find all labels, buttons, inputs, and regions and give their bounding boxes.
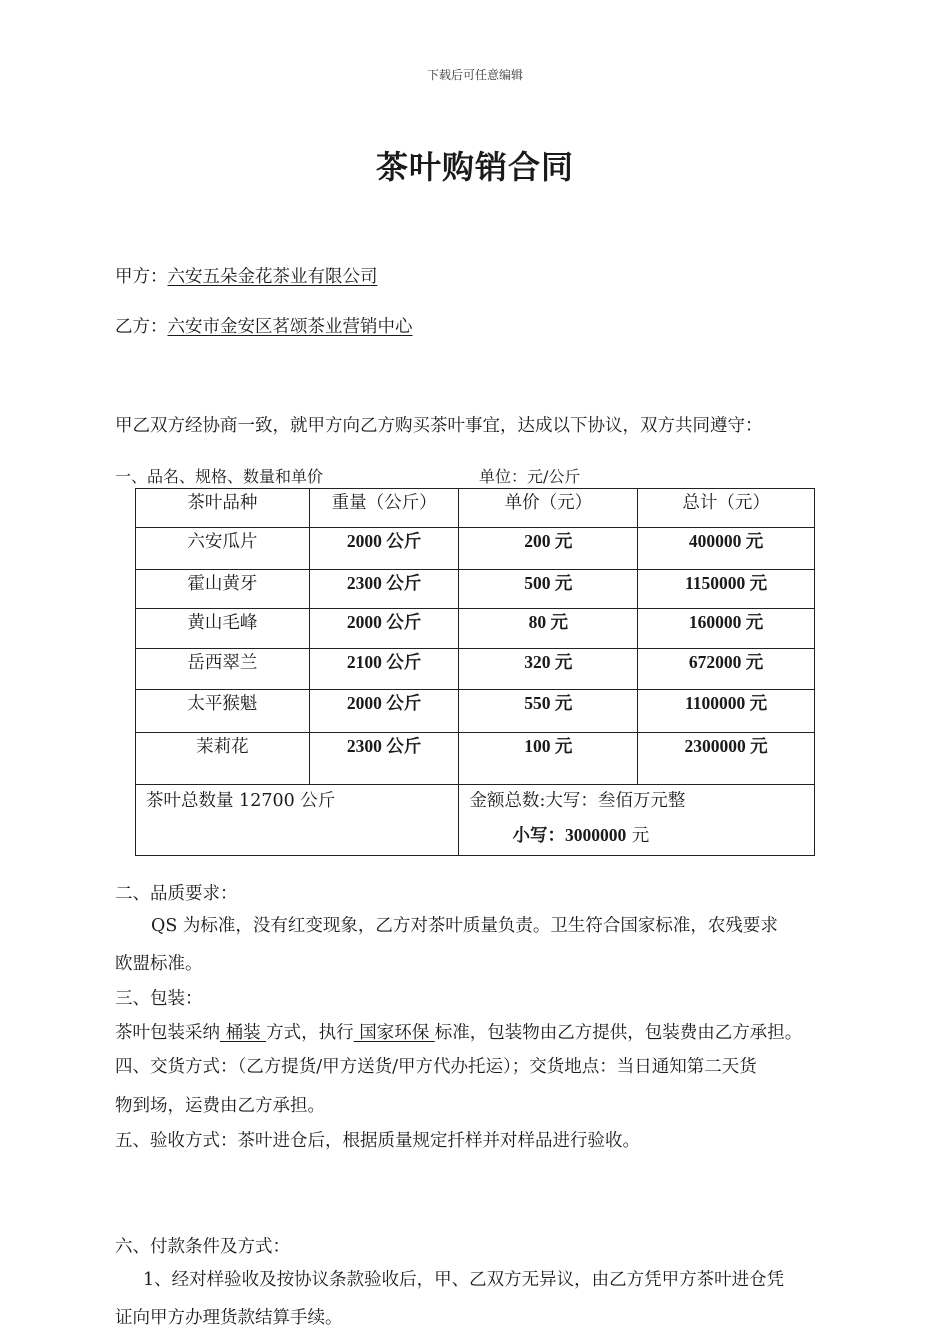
cell-price: 80 元 <box>459 609 638 649</box>
cell-weight: 2300 公斤 <box>309 733 459 785</box>
intro-paragraph: 甲乙双方经协商一致，就甲方向乙方购买茶叶事宜，达成以下协议，双方共同遵守： <box>115 416 763 436</box>
cell-total: 2300000 元 <box>638 733 815 785</box>
section4-line1: 四、交货方式：（乙方提货/甲方送货/甲方代办托运）；交货地点：当日通知第二天货 <box>115 1057 757 1077</box>
section4-line2: 物到场，运费由乙方承担。 <box>115 1096 325 1116</box>
section3-line <box>115 1019 802 1047</box>
cell-total: 1100000 元 <box>638 690 815 733</box>
cell-total: 672000 元 <box>638 649 815 690</box>
cell-price: 550 元 <box>459 690 638 733</box>
amount-small-label: 小写： <box>512 826 565 846</box>
cell-weight: 2000 公斤 <box>309 528 459 570</box>
cell-weight: 2300 公斤 <box>309 570 459 609</box>
table-row <box>136 570 815 609</box>
goods-table <box>135 488 815 856</box>
table-summary-row <box>136 785 815 856</box>
table-header-row <box>136 489 815 528</box>
section6-line1: 1、经对样验收及按协议条款验收后，甲、乙双方无异议，由乙方凭甲方茶叶进仓凭 <box>143 1270 785 1290</box>
document-title: 茶叶购销合同 <box>375 148 574 186</box>
cell-weight: 2000 公斤 <box>309 609 459 649</box>
page-header-note: 下载后可任意编辑 <box>426 68 523 82</box>
cell-variety: 霍山黄牙 <box>136 570 310 609</box>
party-a-label: 甲方： <box>115 267 168 287</box>
cell-weight: 2000 公斤 <box>309 690 459 733</box>
packaging-standard: 国家环保 <box>353 1023 435 1043</box>
section2-heading: 二、品质要求： <box>115 884 238 904</box>
section3-heading: 三、包装： <box>115 989 203 1009</box>
header-variety: 茶叶品种 <box>136 489 310 528</box>
party-b-name: 六安市金安区茗颂茶业营销中心 <box>167 317 413 337</box>
section6-heading: 六、付款条件及方式： <box>115 1237 290 1257</box>
cell-price: 200 元 <box>459 528 638 570</box>
table-row <box>136 649 815 690</box>
cell-price: 320 元 <box>459 649 638 690</box>
cell-price: 100 元 <box>459 733 638 785</box>
amount-in-figures <box>469 822 814 847</box>
cell-weight: 2100 公斤 <box>309 649 459 690</box>
section2-line1: QS 为标准，没有红变现象，乙方对茶叶质量负责。卫生符合国家标准，农残要求 <box>151 916 778 936</box>
party-a-name: 六安五朵金花茶业有限公司 <box>167 267 378 287</box>
section2-line2: 欧盟标准。 <box>115 954 203 974</box>
total-amount-cell <box>459 785 815 856</box>
header-weight: 重量（公斤） <box>309 489 459 528</box>
cell-variety: 岳西翠兰 <box>136 649 310 690</box>
table-row <box>136 690 815 733</box>
cell-price: 500 元 <box>459 570 638 609</box>
amount-small-value: 3000000 <box>564 825 627 845</box>
table-row <box>136 733 815 785</box>
section3-text-a: 茶叶包装采纳 <box>115 1023 220 1043</box>
cell-total: 160000 元 <box>638 609 815 649</box>
cell-variety: 茉莉花 <box>136 733 310 785</box>
cell-total: 1150000 元 <box>638 570 815 609</box>
section6-line2: 证向甲方办理货款结算手续。 <box>115 1308 343 1328</box>
header-total: 总计（元） <box>638 489 815 528</box>
cell-variety: 太平猴魁 <box>136 690 310 733</box>
party-b <box>115 313 413 341</box>
cell-total: 400000 元 <box>638 528 815 570</box>
total-quantity: 茶叶总数量 12700 公斤 <box>146 791 336 811</box>
party-a <box>115 263 378 291</box>
section1-heading: 一、品名、规格、数量和单价 <box>115 467 324 486</box>
amount-small-unit: 元 <box>626 826 650 846</box>
amount-in-words: 金额总数:大写：叁佰万元整 <box>469 791 686 811</box>
table-row <box>136 609 815 649</box>
section5-line: 五、验收方式：茶叶进仓后，根据质量规定扦样并对样品进行验收。 <box>115 1131 640 1151</box>
section3-text-b: 方式，执行 <box>266 1023 354 1043</box>
packaging-method: 桶装 <box>220 1023 267 1043</box>
total-quantity-cell <box>136 785 459 856</box>
cell-variety: 黄山毛峰 <box>136 609 310 649</box>
unit-note: 单位：元/公斤 <box>479 467 581 486</box>
table-row <box>136 528 815 570</box>
header-price: 单价（元） <box>459 489 638 528</box>
cell-variety: 六安瓜片 <box>136 528 310 570</box>
section3-text-c: 标准，包装物由乙方提供，包装费由乙方承担。 <box>434 1023 803 1043</box>
party-b-label: 乙方： <box>115 317 168 337</box>
